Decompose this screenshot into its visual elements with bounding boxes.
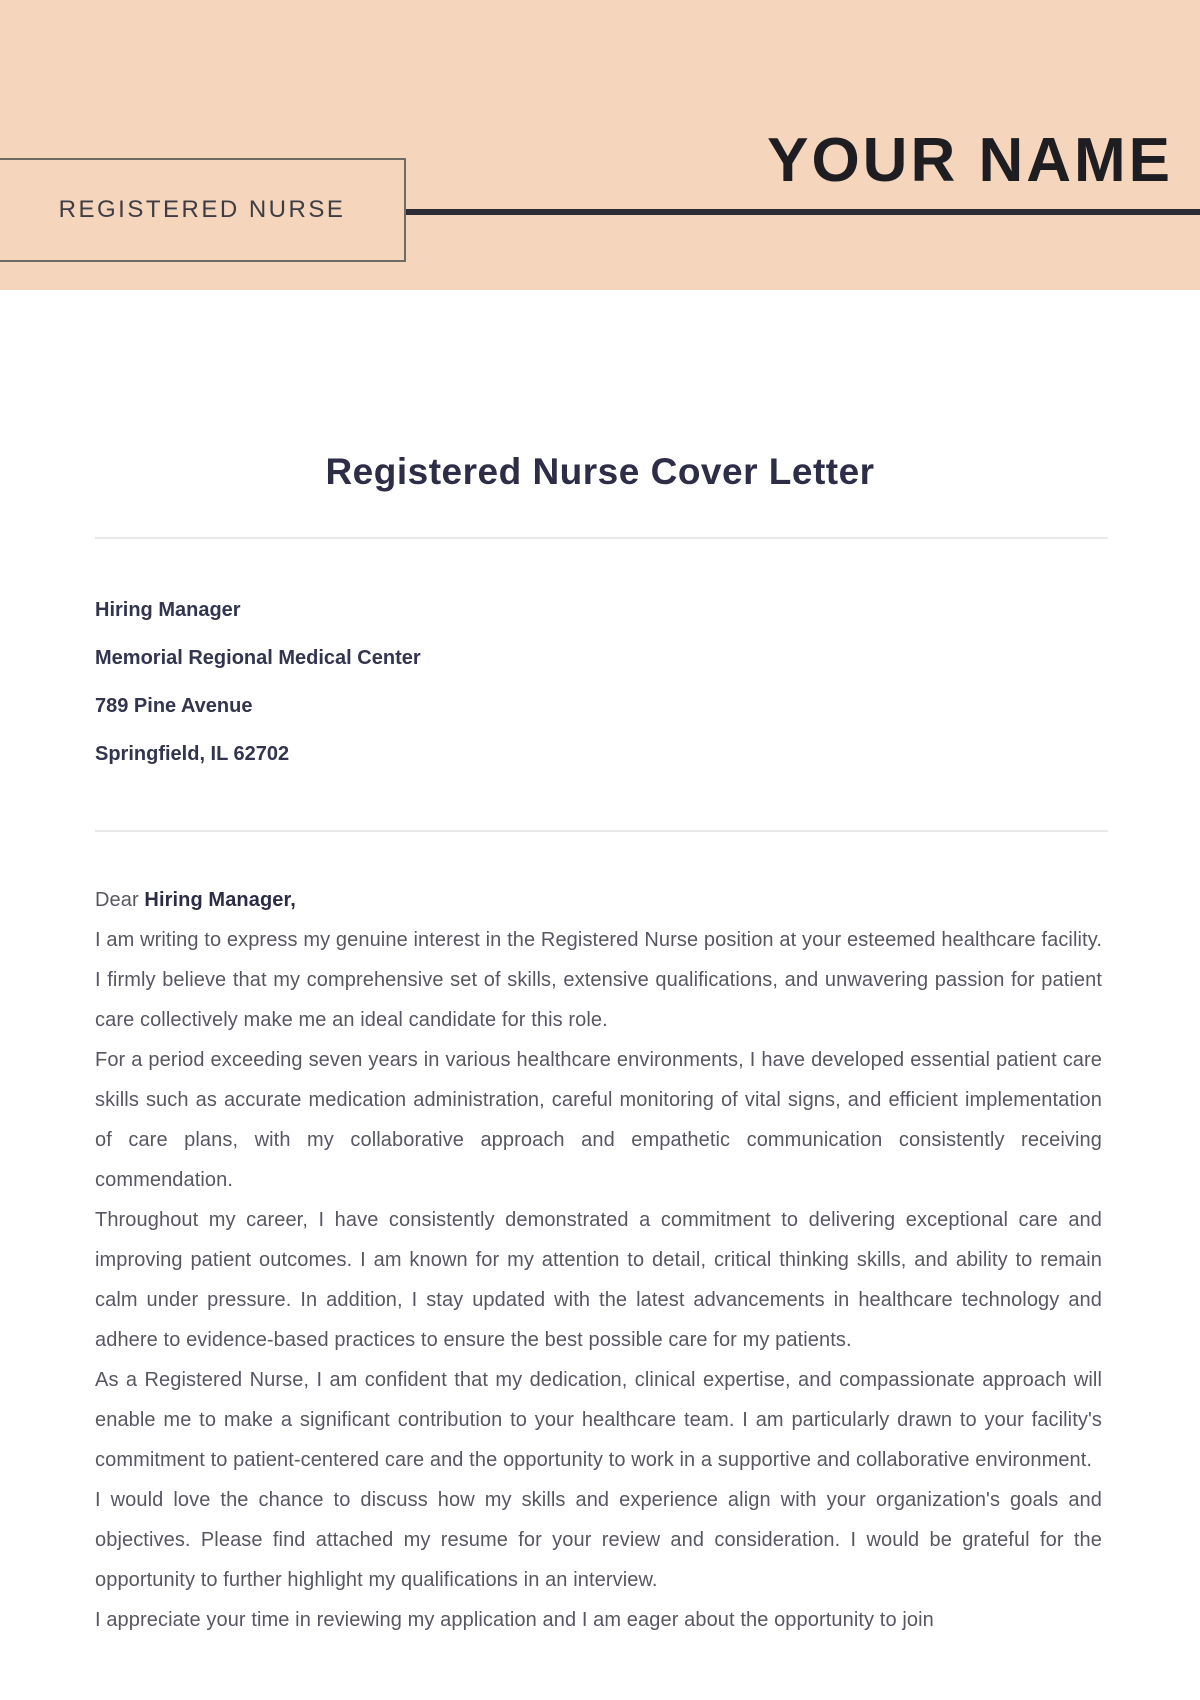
header-rule (406, 209, 1200, 215)
header-banner (0, 0, 1200, 290)
recipient-line-organization: Memorial Regional Medical Center (95, 647, 421, 669)
body-paragraph: I appreciate your time in reviewing my application and I am eager about the opportunity to join (95, 1609, 934, 1631)
salutation (95, 880, 1102, 920)
body-paragraph: I am writing to express my genuine interest in the Registered Nurse position at your esteemed healthcare facility. I firmly believe that my comprehensive set of skills, extensive qualifications, and unwavering passion for patient care collectively make me an ideal candidate for this role. (95, 929, 1102, 1031)
role-label: REGISTERED NURSE (58, 196, 346, 223)
salutation-prefix: Dear (95, 889, 145, 911)
salutation-name: Hiring Manager, (144, 889, 296, 911)
recipient-line-street: 789 Pine Avenue (95, 695, 253, 717)
role-badge (0, 158, 406, 262)
body-paragraph: As a Registered Nurse, I am confident that my dedication, clinical expertise, and compassionate approach will enable me to make a significant contribution to your healthcare team. I am particularly drawn to your facility's commitment to patient-centered care and the opportunity to work in a supportive and collaborative environment. (95, 1369, 1102, 1471)
letter-body (95, 880, 1102, 1640)
divider-bottom (95, 830, 1108, 832)
page-title: Registered Nurse Cover Letter (325, 451, 875, 492)
body-paragraph: I would love the chance to discuss how my skills and experience align with your organization's goals and objectives. Please find attached my resume for your review and consideration. I would be grateful for the opportunity to further highlight my qualifications in an interview. (95, 1489, 1102, 1591)
body-paragraph: Throughout my career, I have consistently demonstrated a commitment to delivering exceptional care and improving patient outcomes. I am known for my attention to detail, critical thinking skills, and ability to remain calm under pressure. In addition, I stay updated with the latest advancements in healthcare technology and adhere to evidence-based practices to ensure the best possible care for my patients. (95, 1209, 1102, 1351)
recipient-line-city: Springfield, IL 62702 (95, 743, 290, 765)
divider-top (95, 537, 1108, 539)
body-paragraph: For a period exceeding seven years in various healthcare environments, I have developed essential patient care skills such as accurate medication administration, careful monitoring of vital signs, and efficient implementation of care plans, with my collaborative approach and empathetic communication consistently receiving commendation. (95, 1049, 1102, 1191)
candidate-name: YOUR NAME (767, 126, 1173, 195)
recipient-line-name: Hiring Manager (95, 599, 241, 621)
